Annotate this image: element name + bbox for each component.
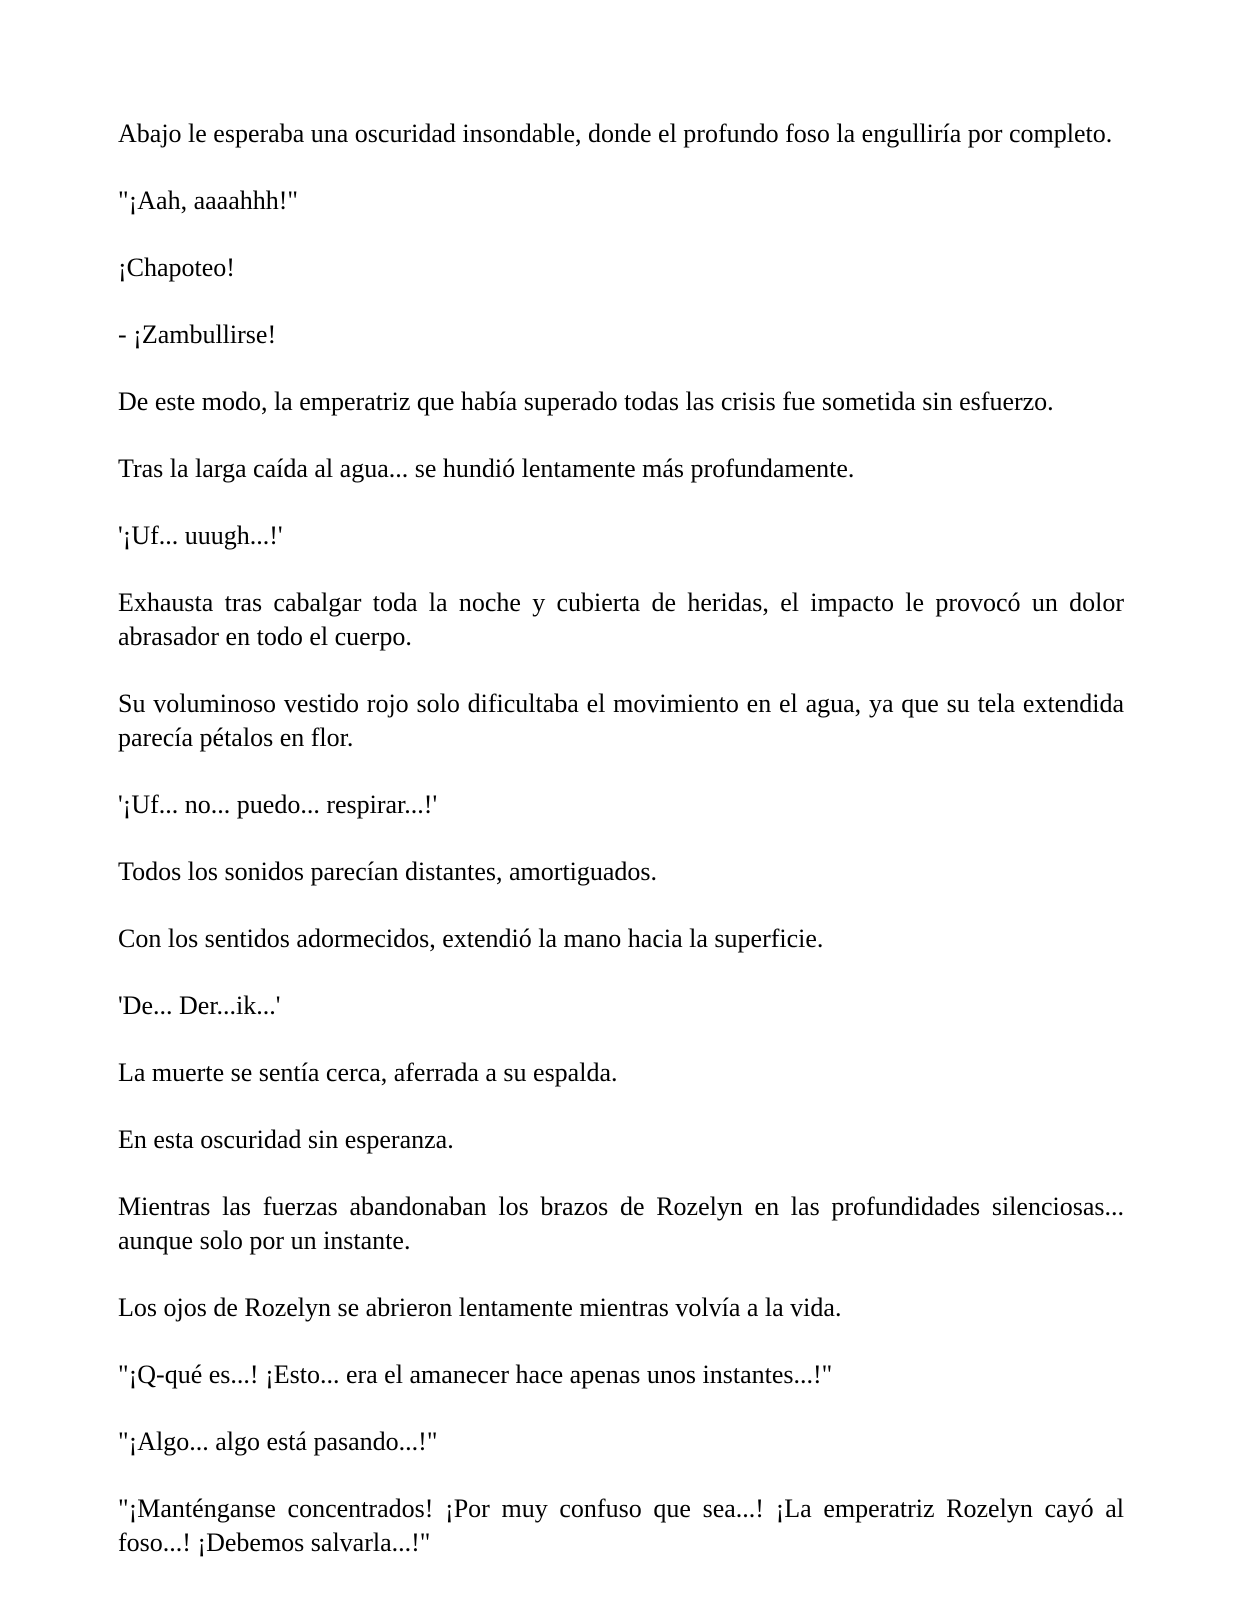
paragraph: "¡Algo... algo está pasando...!"	[118, 1427, 438, 1456]
paragraph: De este modo, la emperatriz que había superado todas las crisis fue sometida sin esfuerzo.	[118, 387, 1054, 416]
paragraph: '¡Uf... no... puedo... respirar...!'	[118, 790, 438, 819]
paragraph: Todos los sonidos parecían distantes, amortiguados.	[118, 857, 658, 886]
paragraph: Los ojos de Rozelyn se abrieron lentamente mientras volvía a la vida.	[118, 1293, 842, 1322]
paragraph: Abajo le esperaba una oscuridad insondable, donde el profundo foso la engulliría por completo.	[118, 119, 1113, 148]
paragraph: "¡Manténganse concentrados! ¡Por muy confuso que sea...! ¡La emperatriz Rozelyn cayó al foso...! ¡Debemos salvarla...!"	[118, 1494, 1124, 1557]
paragraph: Mientras las fuerzas abandonaban los brazos de Rozelyn en las profundidades silenciosas... aunque solo por un instante.	[118, 1192, 1124, 1255]
paragraph: Con los sentidos adormecidos, extendió la mano hacia la superficie.	[118, 924, 824, 953]
paragraph: Tras la larga caída al agua... se hundió lentamente más profundamente.	[118, 454, 855, 483]
paragraph: '¡Uf... uuugh...!'	[118, 521, 283, 550]
paragraph: En esta oscuridad sin esperanza.	[118, 1125, 454, 1154]
paragraph: Su voluminoso vestido rojo solo dificultaba el movimiento en el agua, ya que su tela extendida parecía pétalos en flor.	[118, 689, 1124, 752]
paragraph: 'De... Der...ik...'	[118, 991, 281, 1020]
paragraph: - ¡Zambullirse!	[118, 320, 277, 349]
paragraph: Exhausta tras cabalgar toda la noche y cubierta de heridas, el impacto le provocó un dolor abrasador en todo el cuerpo.	[118, 588, 1124, 651]
paragraph: ¡Chapoteo!	[118, 253, 235, 282]
paragraph: "¡Aah, aaaahhh!"	[118, 186, 299, 215]
paragraph: La muerte se sentía cerca, aferrada a su espalda.	[118, 1058, 618, 1087]
document-body	[118, 117, 1124, 1593]
paragraph: "¡Q-qué es...! ¡Esto... era el amanecer hace apenas unos instantes...!"	[118, 1360, 833, 1389]
